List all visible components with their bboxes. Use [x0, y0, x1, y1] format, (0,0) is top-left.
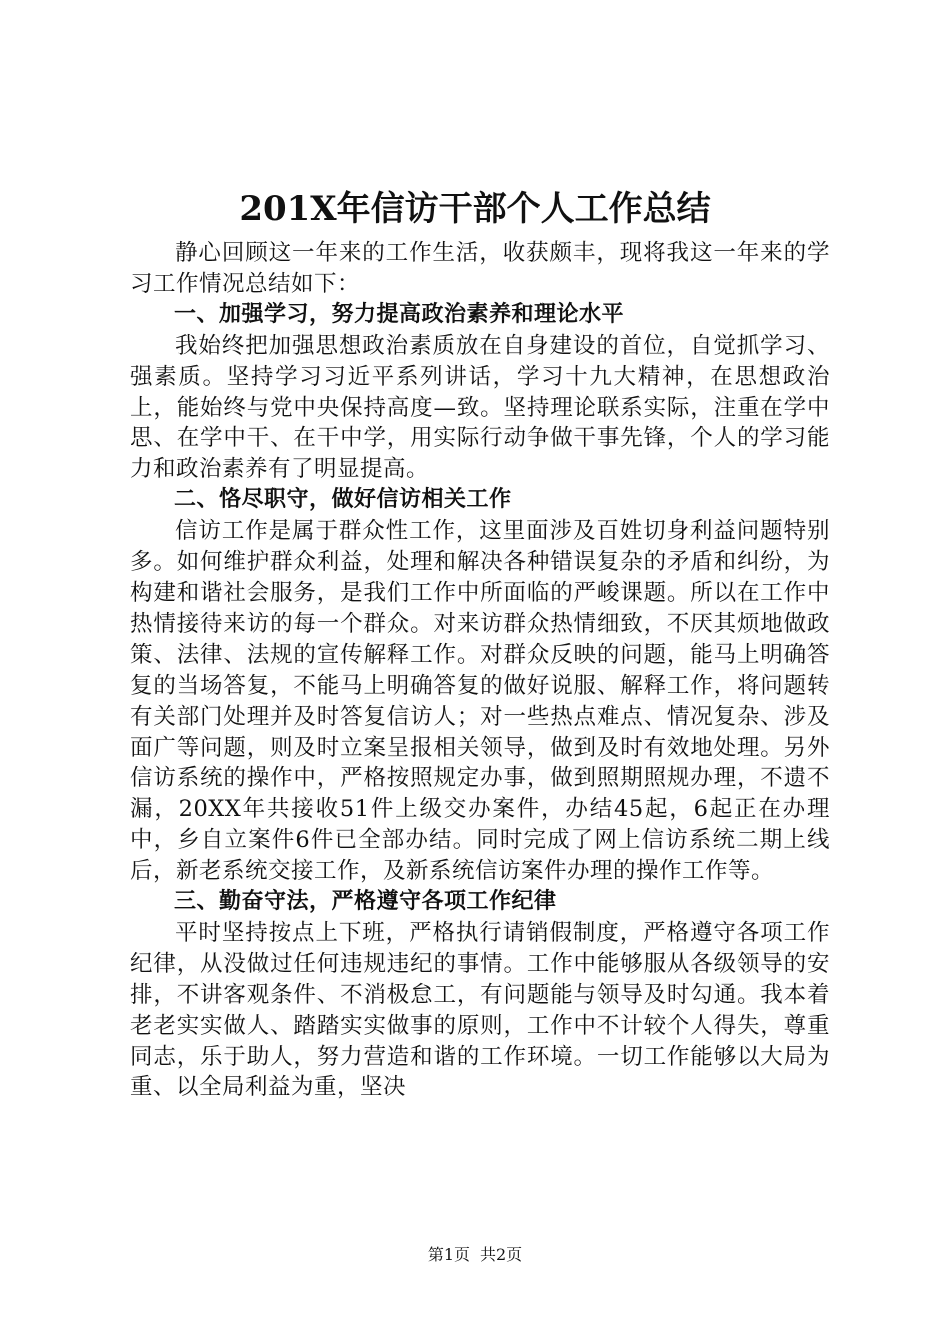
section-body-2: 信访工作是属于群众性工作，这里面涉及百姓切身利益问题特别多。如何维护群众利益，处理和解决各种错误复杂的矛盾和纠纷，为构建和谐社会服务，是我们工作中所面临的严峻课题。所以在工作中热情接待来访的每一个群众。对来访群众热情细致，不厌其烦地做政策、法律、法规的宣传解释工作。对群众反映的问题，能马上明确答复的当场答复，不能马上明确答复的做好说服、解释工作，将问题转有关部门处理并及时答复信访人；对一些热点难点、情况复杂、涉及面广等问题，则及时立案呈报相关领导，做到及时有效地处理。另外信访系统的操作中，严格按照规定办事，做到照期照规办理，不遗不漏，20XX年共接收51件上级交办案件，办结45起，6起正在办理中，乡自立案件6件已全部办结。同时完成了网上信访系统二期上线后，新老系统交接工作，及新系统信访案件办理的操作工作等。 — [130, 518, 830, 885]
document-title: 201X年信访干部个人工作总结 — [239, 189, 711, 229]
section-heading-2: 二、恪尽职守，做好信访相关工作 — [174, 487, 512, 513]
section-body-1: 我始终把加强思想政治素质放在自身建设的首位，自觉抓学习、强素质。坚持学习习近平系列讲话，学习十九大精神，在思想政治上，能始终与党中央保持高度—致。坚持理论联系实际，注重在学中思、在学中干、在干中学，用实际行动争做干事先锋，个人的学习能力和政治素养有了明显提高。 — [130, 332, 830, 483]
page-footer — [0, 1244, 950, 1266]
page-total: 共2页 — [480, 1245, 523, 1264]
section-heading-1: 一、加强学习，努力提高政治素养和理论水平 — [174, 301, 625, 327]
document-body — [130, 238, 830, 1103]
page-number: 第1页 — [427, 1245, 470, 1264]
intro-paragraph: 静心回顾这一年来的工作生活，收获颇丰，现将我这一年来的学习工作情况总结如下： — [130, 240, 830, 297]
section-body-3: 平时坚持按点上下班，严格执行请销假制度，严格遵守各项工作纪律，从没做过任何违规违纪的事情。工作中能够服从各级领导的安排，不讲客观条件、不消极怠工，有问题能与领导及时勾通。我本着老老实实做人、踏踏实实做事的原则，工作中不计较个人得失，尊重同志，乐于助人，努力营造和谐的工作环境。一切工作能够以大局为重、以全局利益为重，坚决 — [130, 919, 830, 1101]
section-heading-3: 三、勤奋守法，严格遵守各项工作纪律 — [174, 889, 557, 915]
